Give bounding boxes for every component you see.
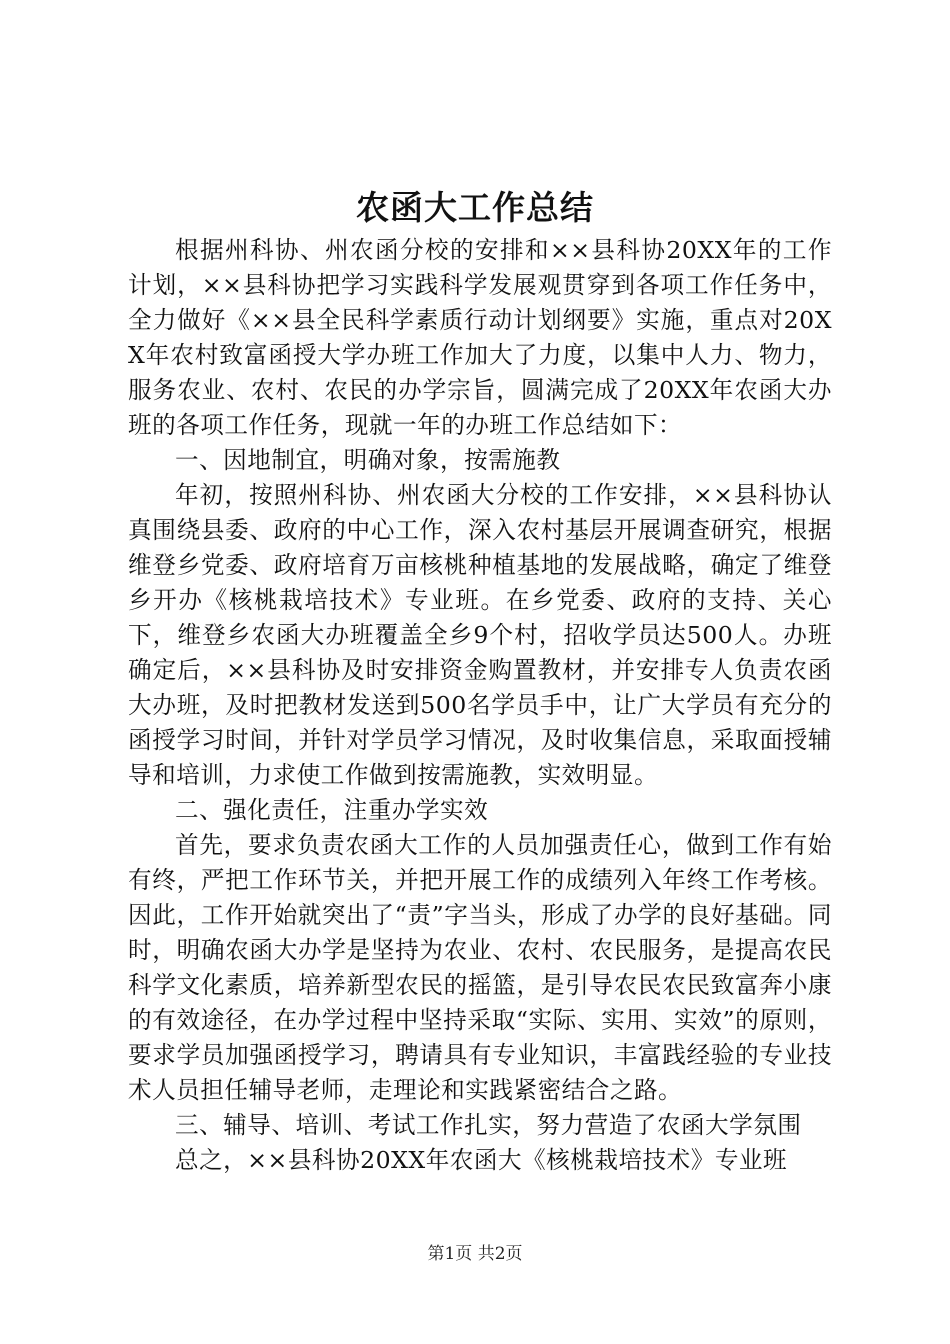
section-heading: 二、强化责任，注重办学实效 [175,796,489,824]
document-body [128,233,832,1178]
document-title: 农函大工作总结 [356,188,594,227]
body-paragraph: 年初，按照州科协、州农函大分校的工作安排，××县科协认真围绕县委、政府的中心工作，深入农村基层开展调查研究，根据维登乡党委、政府培育万亩核桃种植基地的发展战略，确定了维登乡开办《核桃栽培技术》专业班。在乡党委、政府的支持、关心下，维登乡农函大办班覆盖全乡9个村，招收学员达500人。办班确定后，××县科协及时安排资金购置教材，并安排专人负责农函大办班，及时把教材发送到500名学员手中，让广大学员有充分的函授学习时间，并针对学员学习情况，及时收集信息，采取面授辅导和培训，力求使工作做到按需施教，实效明显。 [128,481,832,789]
section-heading: 三、辅导、培训、考试工作扎实，努力营造了农函大学氛围 [175,1111,802,1139]
body-paragraph: 总之，××县科协20XX年农函大《核桃栽培技术》专业班 [175,1146,788,1174]
section-heading: 一、因地制宜，明确对象，按需施教 [175,446,561,474]
body-paragraph: 首先，要求负责农函大工作的人员加强责任心，做到工作有始有终，严把工作环节关，并把开展工作的成绩列入年终工作考核。因此，工作开始就突出了“责”字当头，形成了办学的良好基础。同时，明确农函大办学是坚持为农业、农村、农民服务，是提高农民科学文化素质，培养新型农民的摇篮，是引导农民农民致富奔小康的有效途径，在办学过程中坚持采取“实际、实用、实效”的原则，要求学员加强函授学习，聘请具有专业知识，丰富践经验的专业技术人员担任辅导老师，走理论和实践紧密结合之路。 [128,831,832,1104]
body-paragraph: 根据州科协、州农函分校的安排和××县科协20XX年的工作计划，××县科协把学习实践科学发展观贯穿到各项工作任务中，全力做好《××县全民科学素质行动计划纲要》实施，重点对20XX年农村致富函授大学办班工作加大了力度，以集中人力、物力，服务农业、农村、农民的办学宗旨，圆满完成了20XX年农函大办班的各项工作任务，现就一年的办班工作总结如下： [128,236,832,439]
page-number-footer: 第1页 共2页 [427,1244,523,1264]
